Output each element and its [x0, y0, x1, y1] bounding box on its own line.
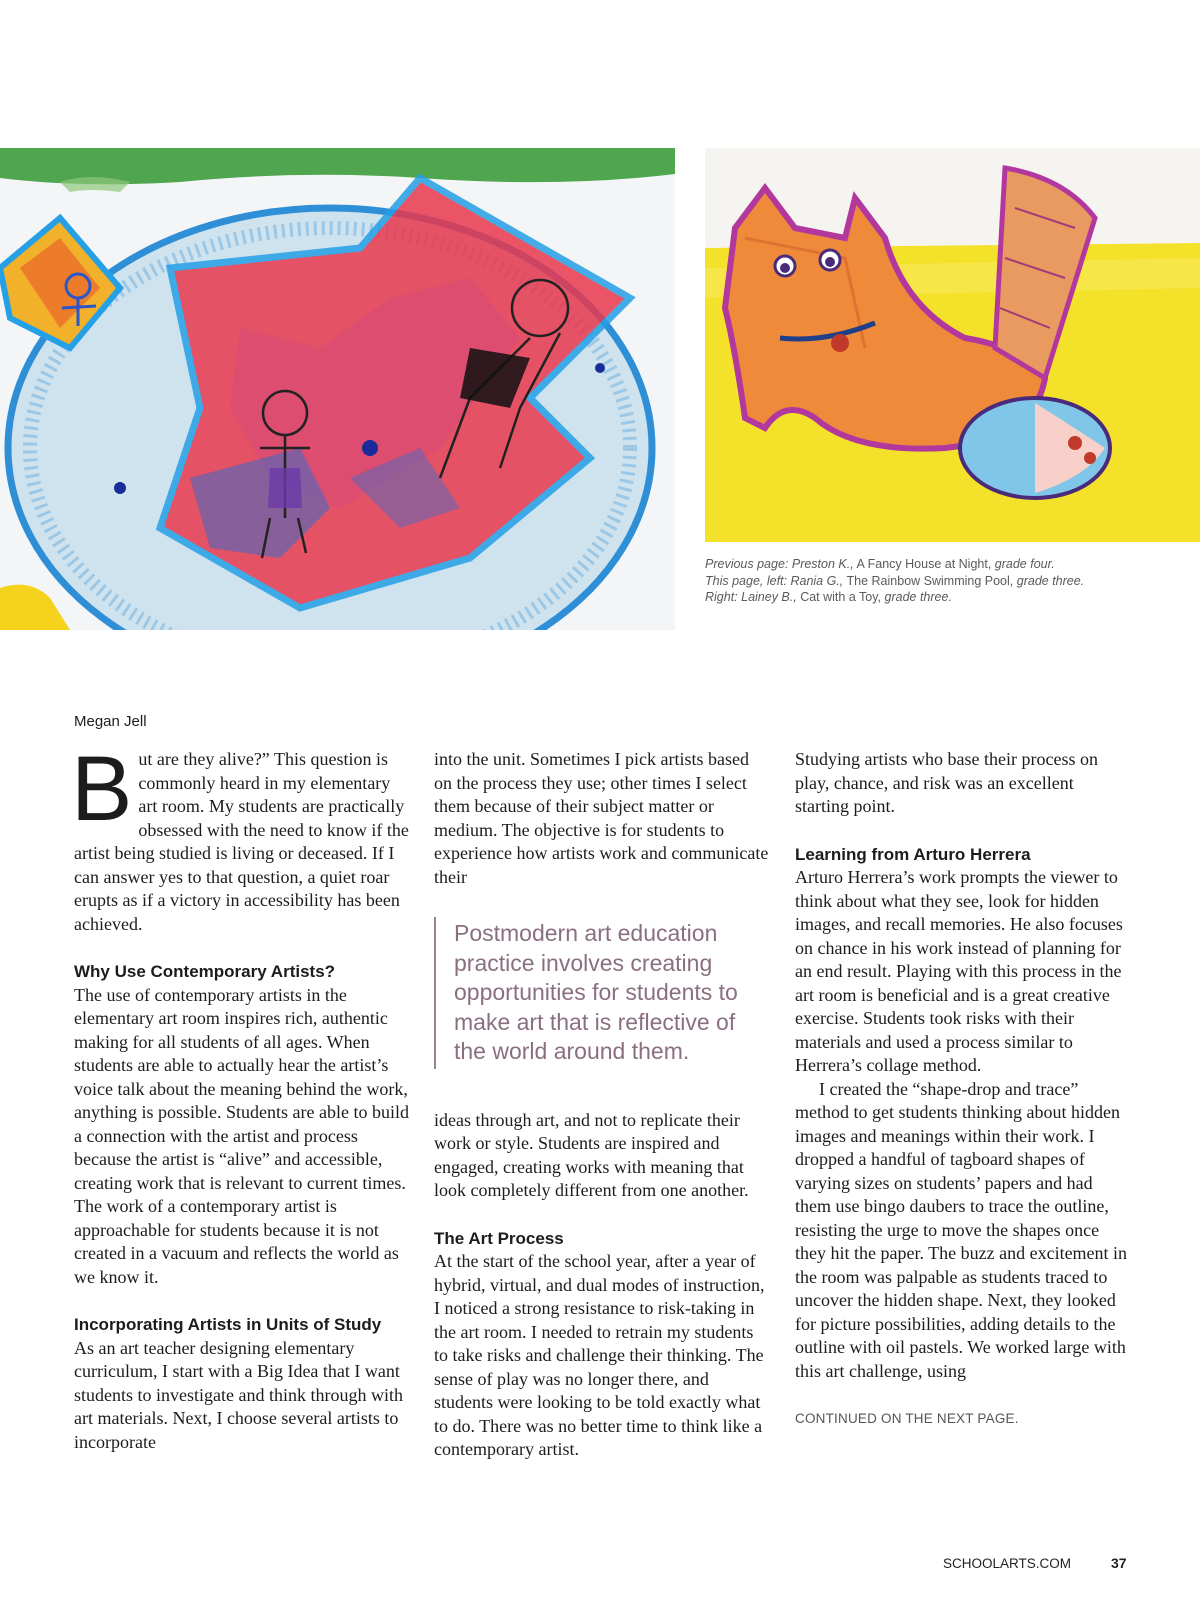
article-column-2 — [434, 748, 770, 1462]
footer-site-name: SCHOOLARTS.COM — [943, 1556, 1072, 1571]
author-byline: Megan Jell — [74, 713, 147, 730]
paragraph-why: The use of contemporary artists in the elementary art room inspires rich, authentic making for all students of all ages. When students are able to actually hear the artist’s voice talk about the meaning behind the work, anything is possible. Students are able to build a connection with the artist and process because the artist is “alive” and accessible, creating work that is relevant to current times. The work of a contemporary artist is approachable for students because it is not created in a vacuum and reflects the world as we know it. — [74, 984, 409, 1287]
paragraph-incorporating-c: ideas through art, and not to replicate their work or style. Students are inspired and engaged, creating works with meaning that look completely different from one another. — [434, 1109, 749, 1200]
paragraph-herrera: Arturo Herrera’s work prompts the viewer to think about what they see, look for hidden images, and recall memories. He also focuses on chance in his work instead of planning for an end result. Playing with this process in the art room is beneficial and is a great creative exercise. Students took risks with their materials and used a process similar to Herrera’s collage method. — [795, 867, 1123, 1075]
artwork-cat-with-a-toy — [705, 148, 1200, 542]
continued-notice: CONTINUED ON THE NEXT PAGE. — [795, 1411, 1019, 1426]
paragraph-incorporating-b: into the unit. Sometimes I pick artists based on the process they use; other times I select them because of their subject matter or medium. The objective is for students to experience how artists work and communicate their — [434, 749, 769, 887]
heading-herrera: Learning from Arturo Herrera — [795, 844, 1031, 864]
caption-line-1: Previous page: Preston K., A Fancy House at Night, grade four. — [705, 557, 1055, 571]
paragraph-incorporating-a: As an art teacher designing elementary curriculum, I start with a Big Idea that I want students to investigate and think through with art materials. Next, I choose several artists to incorporate — [74, 1337, 403, 1452]
page-number: 37 — [1111, 1555, 1127, 1571]
heading-art-process: The Art Process — [434, 1228, 564, 1248]
image-caption — [705, 556, 1175, 606]
paragraph-art-process-b: Studying artists who base their process on play, chance, and risk was an excellent starting point. — [795, 749, 1098, 816]
article-column-1 — [71, 738, 410, 1454]
heading-why-contemporary: Why Use Contemporary Artists? — [74, 962, 336, 981]
drop-cap: B — [71, 738, 133, 840]
paragraph-art-process: At the start of the school year, after a year of hybrid, virtual, and dual modes of instruction, I noticed a strong resistance to risk-taking in the art room. I needed to retrain my students to take risks and challenge their thinking. The sense of play was no longer there, and students were looking to be told exactly what to do. There was no better time to think like a contemporary artist. — [434, 1251, 765, 1459]
pull-quote: Postmodern art education practice involves creating opportunities for students to make art that is reflective of the world around them. — [434, 917, 770, 1069]
heading-incorporating: Incorporating Artists in Units of Study — [74, 1315, 382, 1334]
paragraph-shape-drop: I created the “shape-drop and trace” method to get students thinking about hidden images and meanings within their work. I dropped a handful of tagboard shapes of varying sizes on students’ papers and had them use bingo daubers to trace the outline, resisting the urge to move the shapes once they hit the paper. The buzz and excitement in the room was palpable as students traced to uncover the hidden shape. Next, they looked for picture possibilities, adding details to the outline with oil pastels. We worked large with this art challenge, using — [795, 1078, 1128, 1381]
caption-line-3: Right: Lainey B., Cat with a Toy, grade three. — [705, 590, 952, 604]
article-column-3 — [795, 748, 1131, 1431]
intro-paragraph: But are they alive?” This question is commonly heard in my elementary art room. My students are practically obsessed with the need to know if the artist being studied is living or deceased. If I can answer yes to that question, a quiet roar erupts as if a victory in accessibility has been achieved. — [71, 738, 409, 934]
artwork-rainbow-swimming-pool — [0, 148, 675, 630]
caption-line-2: This page, left: Rania G., The Rainbow Swimming Pool, grade three. — [705, 573, 1085, 588]
